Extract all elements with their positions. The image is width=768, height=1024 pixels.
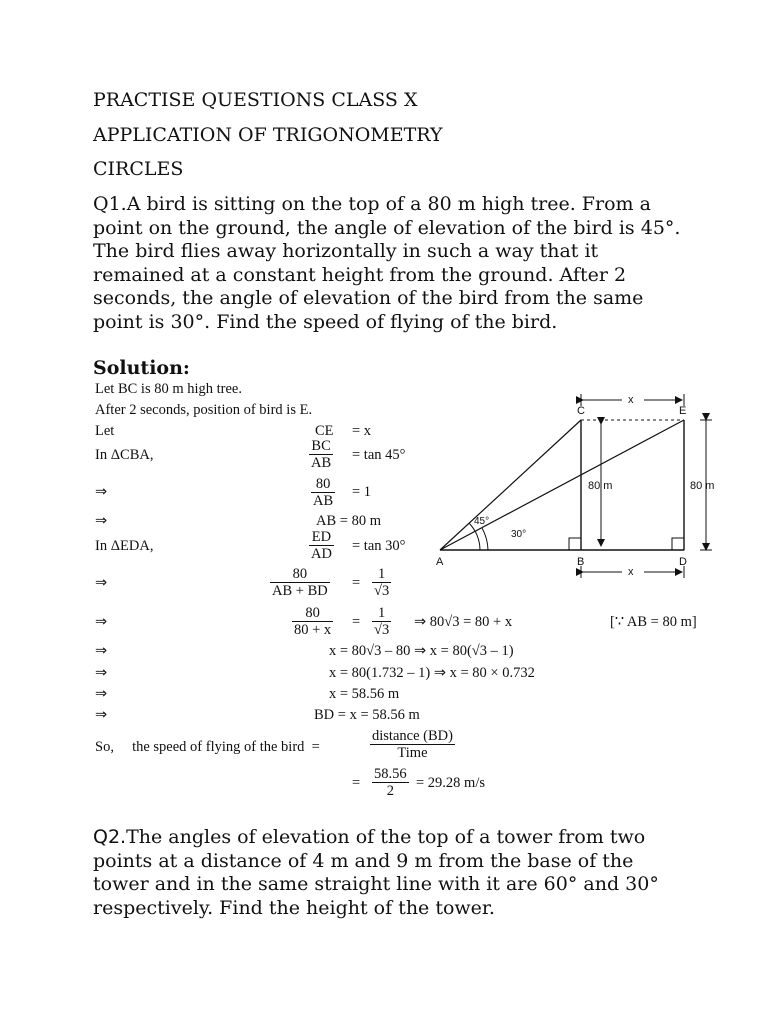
equals-sign: = (352, 614, 361, 630)
step-c: x = 80(1.732 – 1) ⇒ x = 80 × 0.732 (329, 665, 535, 681)
fraction-1-sqrt3 (372, 605, 391, 638)
step-d: x = 58.56 m (329, 686, 400, 702)
question-1: Q1.A bird is sitting on the top of a 80 m high tree. From a point on the ground, the angle of elevation of the bird is 45°. The bird flies away horizontally in such a way that it remained at a constant height from the ground. After 2 seconds, the angle of elevation of the bird from the same point is 30°. Find the speed of flying of the bird. (93, 193, 681, 333)
step-b: x = 80√3 – 80 ⇒ x = 80(√3 – 1) (329, 643, 514, 659)
fraction-denominator: AB + BD (272, 583, 328, 599)
equals-sign: = (352, 575, 361, 591)
fraction-numerator: 1 (372, 605, 391, 622)
eq-tan30: = tan 30° (352, 538, 406, 554)
solution-intro-2: After 2 seconds, position of bird is E. (95, 402, 313, 418)
right-angle-d (672, 538, 684, 550)
fraction-numerator: 58.56 (374, 766, 407, 782)
label-a: A (436, 556, 444, 568)
implies-symbol: ⇒ (95, 707, 108, 723)
implies-symbol: ⇒ (95, 484, 108, 500)
label-80m-left: 80 m (588, 480, 613, 492)
header-chapter: CIRCLES (93, 158, 184, 180)
right-angle-b (569, 538, 581, 550)
label-b: B (577, 556, 585, 568)
fraction-80-ab-bd (270, 566, 330, 599)
label-x-top: x (628, 394, 634, 406)
let-rhs: = x (352, 423, 372, 439)
eq-one: = 1 (352, 484, 372, 500)
in-triangle-eda: In ΔEDA, (95, 538, 154, 554)
angle-arc-45 (469, 523, 480, 550)
trigonometry-diagram (428, 388, 728, 588)
fraction-ed-ad (309, 529, 334, 562)
question-2-label: Q2. (93, 826, 127, 848)
fraction-1-sqrt3 (372, 566, 391, 599)
fraction-numerator: 80 (311, 476, 335, 493)
equals-sign: = (352, 775, 361, 791)
fraction-denominator: 2 (386, 783, 394, 799)
fraction-denominator: AD (311, 546, 332, 562)
fraction-numerator: 80 (292, 605, 333, 622)
fraction-denominator: √3 (374, 583, 390, 599)
header-class: PRACTISE QUESTIONS CLASS X (93, 89, 418, 111)
step-a: ⇒ 80√3 = 80 + x (414, 614, 513, 630)
fraction-denominator: Time (397, 745, 428, 761)
question-2 (93, 826, 693, 920)
fraction-numerator: ED (309, 529, 334, 546)
fraction-bc-ab (309, 438, 333, 471)
angle-label-30: 30° (511, 529, 527, 540)
fraction-distance-time (370, 728, 455, 761)
step-e: BD = x = 58.56 m (314, 707, 420, 723)
fraction-denominator: AB (311, 455, 332, 471)
let-lhs: CE (315, 423, 334, 439)
speed-statement: So, the speed of flying of the bird = (95, 739, 320, 755)
question-2-text: The angles of elevation of the top of a tower from two points at a distance of 4 m and 9 m from the base of the tower and in the same straight line with it are 60° and 30° respectively. Find the height of the tower. (93, 826, 659, 919)
implies-symbol: ⇒ (95, 513, 108, 529)
header-topic: APPLICATION OF TRIGONOMETRY (93, 124, 443, 146)
in-triangle-cba: In ΔCBA, (95, 447, 154, 463)
label-e: E (679, 405, 687, 417)
fraction-denominator: AB (313, 493, 334, 509)
because-note: [∵ AB = 80 m] (610, 614, 697, 630)
line-ae (440, 420, 684, 550)
label-x-bottom: x (628, 566, 634, 578)
fraction-numerator: BC (309, 438, 333, 455)
fraction-numerator: distance (BD) (372, 728, 453, 744)
implies-symbol: ⇒ (95, 665, 108, 681)
label-80m-right: 80 m (690, 480, 715, 492)
implies-symbol: ⇒ (95, 575, 108, 591)
label-d: D (679, 556, 687, 568)
let-label: Let (95, 423, 115, 439)
eq-tan45: = tan 45° (352, 447, 406, 463)
solution-intro-1: Let BC is 80 m high tree. (95, 381, 242, 397)
fraction-numerator: 80 (270, 566, 330, 583)
speed-result: = 29.28 m/s (416, 775, 486, 791)
angle-label-45: 45° (474, 516, 490, 527)
solution-heading: Solution: (93, 357, 190, 379)
fraction-numerator: 1 (372, 566, 391, 583)
angle-arc-30 (482, 528, 488, 550)
implies-symbol: ⇒ (95, 643, 108, 659)
fraction-5856-2 (372, 766, 409, 799)
implies-symbol: ⇒ (95, 686, 108, 702)
label-c: C (577, 405, 585, 417)
fraction-denominator: √3 (374, 622, 390, 638)
implies-symbol: ⇒ (95, 614, 108, 630)
fraction-80-80x (292, 605, 333, 638)
fraction-denominator: 80 + x (294, 622, 332, 638)
fraction-80-ab (311, 476, 335, 509)
ab-equals-80: AB = 80 m (316, 513, 381, 529)
